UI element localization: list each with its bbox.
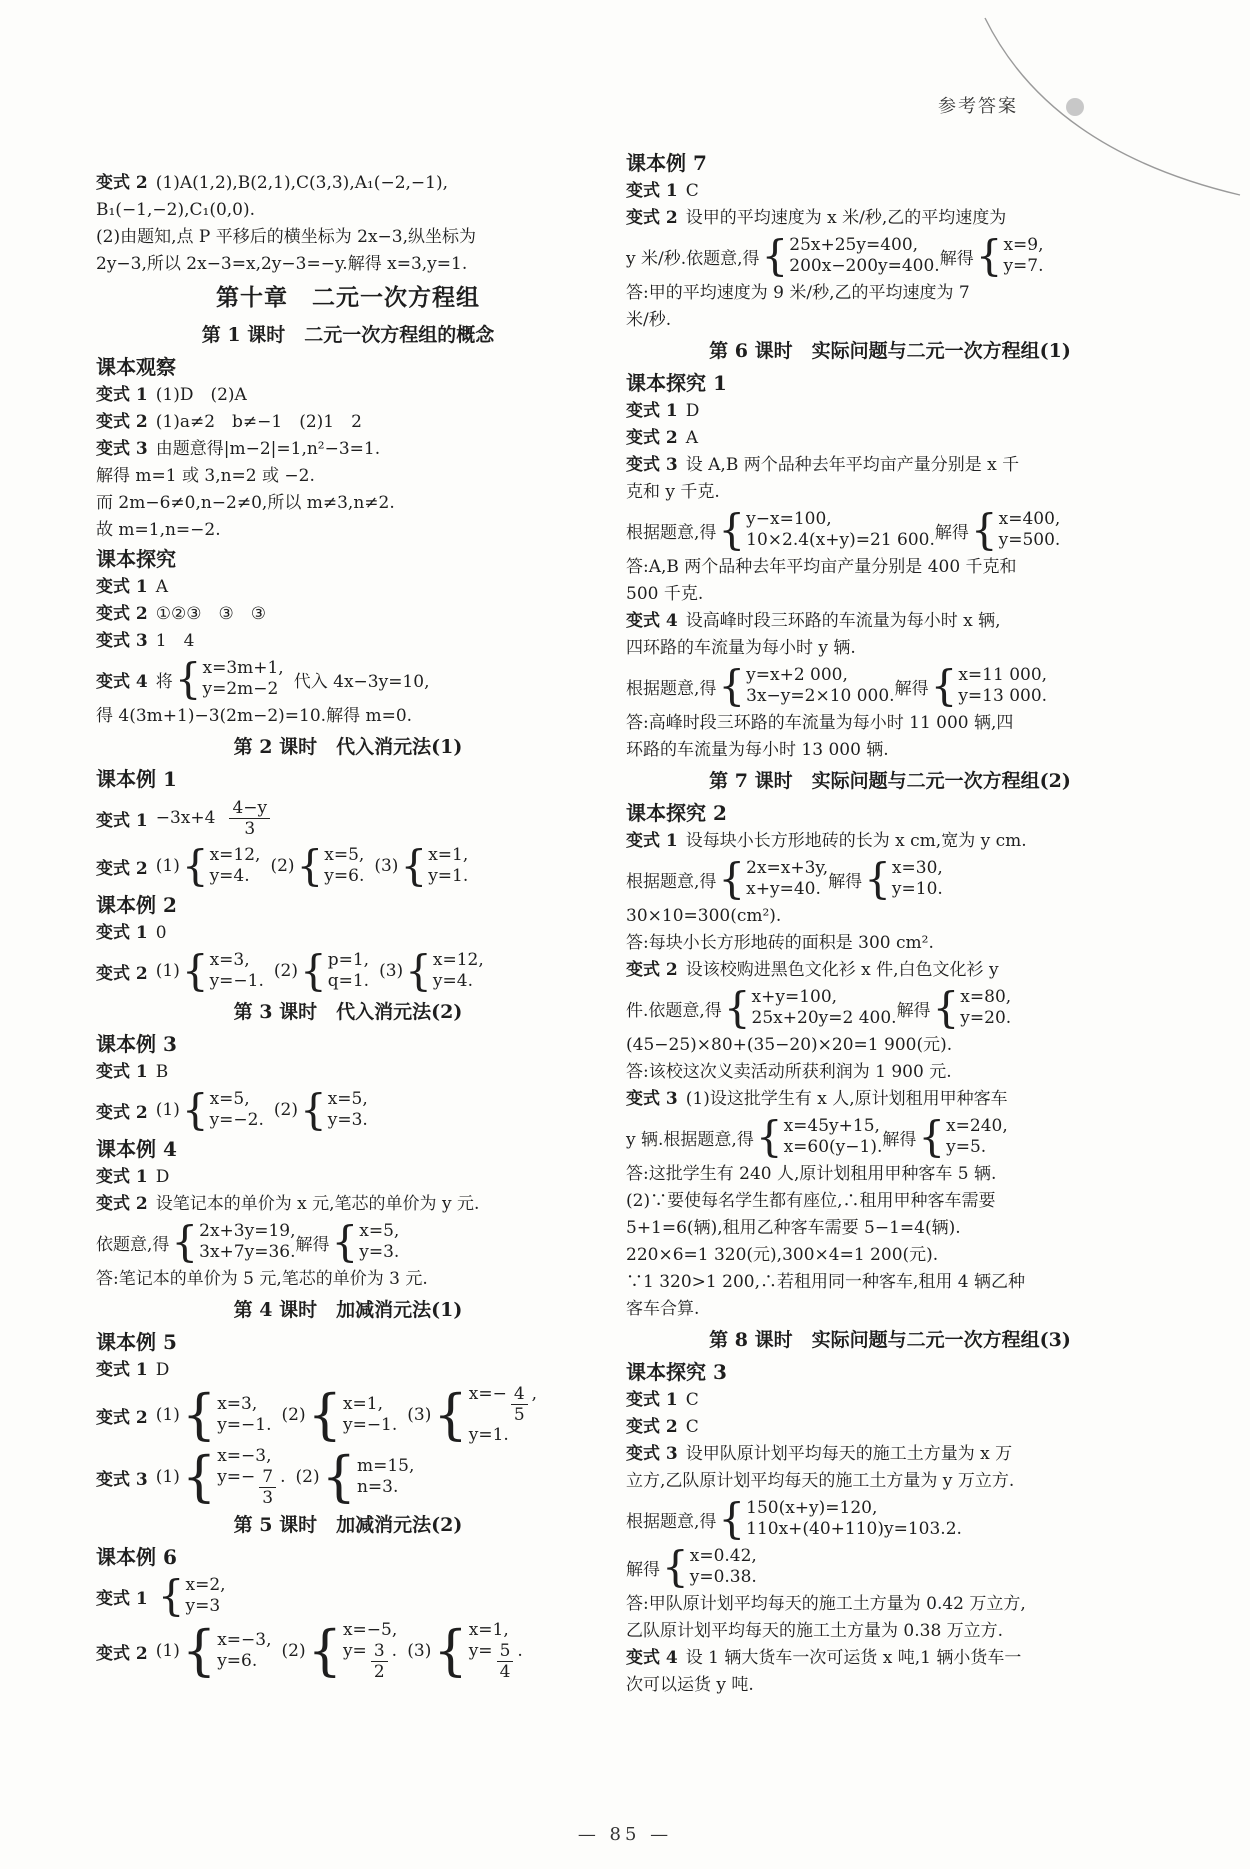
equation-system: x=5, y=3.	[327, 1089, 368, 1130]
fraction: $\frac{4}{5}$	[511, 1384, 528, 1425]
text-line	[626, 1672, 1154, 1699]
text: C	[685, 1390, 699, 1410]
text-line	[626, 1468, 1154, 1495]
equation-system: m=15, n=3.	[356, 1456, 415, 1497]
variant-label: 变式 2	[96, 963, 148, 984]
variant-label: 变式 2	[96, 604, 148, 624]
text-line: 220×6=1 320(元),300×4=1 200(元).	[626, 1245, 939, 1265]
lesson-title: 第 7 课时 实际问题与二元一次方程组(2)	[709, 770, 1071, 792]
equation-system: 150(x+y)=120, 110x+(40+110)y=103.2.	[746, 1498, 962, 1539]
variant-row	[626, 178, 1154, 205]
text-line	[96, 490, 600, 517]
variant-row	[96, 436, 600, 463]
text: C	[685, 1417, 699, 1437]
variant-label: 变式 2	[96, 1407, 148, 1428]
variant-label: 变式 2	[626, 208, 678, 228]
variant-label: 变式 1	[96, 1360, 148, 1380]
variant-label: 变式 3	[96, 439, 148, 459]
equation-system: 2x=x+3y, x+y=40.	[746, 858, 829, 899]
equation: x=3m+1,	[202, 658, 284, 678]
answer-line: 答:A,B 两个品种去年平均亩产量分别是 400 千克和	[626, 557, 1017, 577]
answer-line: 米/秒.	[626, 310, 672, 330]
variant-row	[96, 1059, 600, 1086]
text-block	[626, 608, 1154, 662]
lesson-title: 第 5 课时 加减消元法(2)	[233, 1514, 463, 1536]
answer-line: 500 千克.	[626, 584, 704, 604]
text-block	[626, 1387, 1154, 1495]
variant-label: 变式 2	[96, 1194, 148, 1214]
text: (1)D (2)A	[155, 385, 247, 405]
answer-line: 环路的车流量为每小时 13 000 辆.	[626, 740, 889, 760]
answer: D	[155, 1360, 170, 1380]
equation-system: x=1, y=−1.	[342, 1394, 398, 1435]
equation-system	[202, 658, 283, 700]
text-line: 答:甲队原计划平均每天的施工土方量为 0.42 万立方,	[626, 1594, 1026, 1614]
variant-label: 变式 1	[626, 831, 678, 851]
equation-system: x=1, y=1.	[428, 845, 469, 886]
variant-row	[626, 398, 1154, 425]
fraction: $\frac{3}{2}$	[371, 1641, 388, 1682]
equation-system: y−x=100, 10×2.4(x+y)=21 600.	[746, 509, 935, 550]
fraction: $\frac{5}{4}$	[497, 1641, 514, 1682]
equation-system: x=5, y=−2.	[209, 1089, 264, 1130]
text-line: (45−25)×80+(35−20)×20=1 900(元).	[626, 1035, 953, 1055]
variant-label: 变式 4	[96, 671, 148, 692]
equation-row: 根据题意,得 { 150(x+y)=120, 110x+(40+110)y=103.2.	[626, 1494, 962, 1543]
equation-row: 根据题意,得 { y=x+2 000, 3x−y=2×10 000. 解得 { x=11 000, y=13 000.	[626, 661, 1048, 710]
text: 克和 y 千克.	[626, 482, 720, 502]
variant-row	[96, 655, 600, 703]
header-label: 参考答案	[938, 96, 1018, 117]
answer-line: 答:高峰时段三环路的车流量为每小时 11 000 辆,四	[626, 713, 1014, 733]
answer-line: 答:该校这次义卖活动所获利润为 1 900 元.	[626, 1062, 952, 1082]
section-heading: 课本例 1	[96, 767, 177, 791]
text-line: 30×10=300(cm²).	[626, 906, 782, 926]
text-line: 5+1=6(辆),租用乙种客车需要 5−1=4(辆).	[626, 1218, 961, 1238]
variant-row	[96, 382, 600, 409]
variant-row	[626, 1645, 1154, 1672]
text-block	[96, 170, 600, 278]
variant-row	[96, 1357, 600, 1384]
variant-label: 变式 4	[626, 611, 678, 631]
text: 由题意得|m−2|=1,n²−3=1.	[155, 439, 381, 459]
variant-label: 变式 3	[626, 455, 678, 475]
text: A	[685, 428, 699, 448]
variant-label: 变式 2	[96, 1643, 148, 1664]
variant-row	[96, 628, 600, 655]
answer-line: 答:每块小长方形地砖的面积是 300 cm².	[626, 933, 934, 953]
variant-row	[96, 409, 600, 436]
text: 次可以运货 y 吨.	[626, 1675, 754, 1695]
text-block	[626, 398, 1154, 506]
variant-row	[96, 601, 600, 628]
variant-label: 变式 1	[626, 181, 678, 201]
variant-label: 变式 3	[96, 1469, 148, 1490]
section-heading: 课本例 2	[96, 893, 177, 917]
section-heading: 课本探究 1	[626, 371, 727, 395]
lesson-title: 第 6 课时 实际问题与二元一次方程组(1)	[709, 340, 1071, 362]
variant-row	[626, 1441, 1154, 1468]
text: 1 4	[155, 631, 195, 651]
equation-system: x=12, y=4.	[432, 950, 484, 991]
variant-label: 变式 1	[96, 385, 148, 405]
variant-label: 变式 1	[96, 923, 148, 943]
variant-label: 变式 1	[96, 577, 148, 597]
variant-label: 变式 1	[96, 1062, 148, 1082]
text: 2y−3,所以 2x−3=x,2y−3=−y.解得 x=3,y=1.	[96, 254, 468, 274]
solution-system: x=30, y=10.	[891, 858, 943, 899]
variant-row: 变式 2 (1) { x=12, y=4. (2) { x=5, y=6. (3) { x=1, y=1.	[96, 841, 469, 890]
equation-row: 根据题意,得 { y−x=100, 10×2.4(x+y)=21 600. 解得 { x=400, y=500.	[626, 505, 1061, 554]
equation-system: x=1, y= $\frac{5}{4}$ .	[468, 1620, 523, 1682]
equation-system: 25x+25y=400, 200x−200y=400.	[789, 235, 940, 276]
solution-system: x=5, y=3.	[359, 1221, 400, 1262]
left-column	[96, 170, 600, 1682]
text: (1)设这批学生有 x 人,原计划租用甲种客车	[685, 1089, 1008, 1109]
text-line	[96, 251, 600, 278]
text-line: 客车合算.	[626, 1299, 700, 1319]
equation-system: x=3, y=−1.	[217, 1394, 272, 1435]
solution-system: x=9, y=7.	[1003, 235, 1044, 276]
variant-row	[626, 608, 1154, 635]
text-block	[626, 1161, 1154, 1323]
text: 代入 4x−3y=10,	[293, 671, 430, 692]
variant-row	[96, 920, 600, 947]
variant-label: 变式 2	[96, 173, 148, 193]
variant-row	[626, 452, 1154, 479]
answer: 0	[155, 923, 167, 943]
chapter-title: 第十章 二元一次方程组	[216, 284, 480, 311]
variant-row	[626, 205, 1154, 232]
variant-label: 变式 1	[96, 1167, 148, 1187]
text: D	[685, 401, 700, 421]
section-heading: 课本探究	[96, 547, 176, 571]
equation-row: y 米/秒.依题意,得 { 25x+25y=400, 200x−200y=400. 解得 { x=9, y=7.	[626, 231, 1044, 280]
variant-row	[626, 957, 1154, 984]
variant-label: 变式 4	[626, 1648, 678, 1668]
solution-system: x=80, y=20.	[960, 987, 1012, 1028]
variant-row	[96, 1191, 600, 1218]
text-block	[96, 382, 600, 544]
text-line: (2)∵要使每名学生都有座位,∴租用甲种客车需要	[626, 1191, 996, 1211]
equation-row: y 辆.根据题意,得 { x=45y+15, x=60(y−1). 解得 { x=240, y=5.	[626, 1112, 1008, 1161]
equation-system: x=−5, y= $\frac{3}{2}$ .	[342, 1620, 398, 1682]
text-line	[96, 463, 600, 490]
text-block	[626, 1645, 1154, 1699]
text: (1)A(1,2),B(2,1),C(3,3),A₁(−2,−1),	[155, 173, 449, 193]
text: 设高峰时段三环路的车流量为每小时 x 辆,	[685, 611, 1001, 631]
text-line: 答:这批学生有 240 人,原计划租用甲种客车 5 辆.	[626, 1164, 997, 1184]
variant-row	[626, 1414, 1154, 1441]
text-block	[626, 1591, 1154, 1645]
solution-system: x=0.42, y=0.38.	[689, 1546, 757, 1587]
equation-system: p=1, q=1.	[327, 950, 370, 991]
text-line	[96, 224, 600, 251]
text: B₁(−1,−2),C₁(0,0).	[96, 200, 256, 220]
fraction: $\frac{7}{3}$	[259, 1467, 276, 1508]
text: 设该校购进黑色文化衫 x 件,白色文化衫 y	[685, 960, 999, 980]
lesson-title: 第 2 课时 代入消元法(1)	[233, 736, 463, 758]
equation-row: 依题意,得 { 2x+3y=19, 3x+7y=36. 解得 { x=5, y=3.	[96, 1217, 400, 1266]
solution-system: x=400, y=500.	[998, 509, 1061, 550]
variant-row: 变式 2 (1) { x=−3, y=6. (2) { x=−5, y= $\frac{3}{2}$ . (3) { x=1, y= $\frac{5}{4}$ .	[96, 1619, 523, 1682]
text: 设甲的平均速度为 x 米/秒,乙的平均速度为	[685, 208, 1007, 228]
text: ①②③ ③ ③	[155, 604, 266, 624]
text: 设笔记本的单价为 x 元,笔芯的单价为 y 元.	[155, 1194, 480, 1214]
brace: {	[174, 654, 202, 703]
answer: −3x+4	[155, 808, 216, 828]
section-heading: 课本例 7	[626, 151, 707, 175]
variant-row	[626, 425, 1154, 452]
variant-row: 变式 2 (1) { x=5, y=−2. (2) { x=5, y=3.	[96, 1085, 368, 1134]
text: (1)a≠2 b≠−1 (2)1 2	[155, 412, 362, 432]
variant-row	[96, 574, 600, 601]
text-line: 得 4(3m+1)−3(2m−2)=10.解得 m=0.	[96, 706, 413, 726]
equation-system: x=45y+15, x=60(y−1).	[783, 1116, 883, 1157]
variant-row	[626, 1086, 1154, 1113]
lesson-title: 第 1 课时 二元一次方程组的概念	[201, 324, 495, 346]
section-heading: 课本例 3	[96, 1032, 177, 1056]
text-line: ∵1 320>1 200,∴若租用同一种客车,租用 4 辆乙种	[626, 1272, 1026, 1292]
text-line	[626, 479, 1154, 506]
equation-row: 件.依题意,得 { x+y=100, 25x+20y=2 400. 解得 { x=80, y=20.	[626, 983, 1012, 1032]
equation-system: x=5, y=6.	[324, 845, 365, 886]
variant-label: 变式 1	[96, 810, 148, 831]
variant-label: 变式 3	[626, 1444, 678, 1464]
variant-label: 变式 2	[96, 1102, 148, 1123]
text: 设 A,B 两个品种去年平均亩产量分别是 x 千	[685, 455, 1020, 475]
equation-system: y=x+2 000, 3x−y=2×10 000.	[746, 665, 895, 706]
page-number: — 85 —	[577, 1824, 673, 1845]
variant-row	[96, 1164, 600, 1191]
text: 而 2m−6≠0,n−2≠0,所以 m≠3,n≠2.	[96, 493, 395, 513]
answer: C	[685, 181, 699, 201]
text-line	[626, 635, 1154, 662]
lesson-title: 第 4 课时 加减消元法(1)	[233, 1299, 463, 1321]
text: 解得 m=1 或 3,n=2 或 −2.	[96, 466, 315, 486]
answer-line: 答:甲的平均速度为 9 米/秒,乙的平均速度为 7	[626, 283, 970, 303]
equation-system: x=2, y=3	[185, 1575, 226, 1616]
variant-row	[96, 794, 600, 842]
variant-row: 变式 2 (1) { x=3, y=−1. (2) { p=1, q=1. (3) { x=12, y=4.	[96, 946, 484, 995]
variant-label: 变式 2	[626, 960, 678, 980]
equation-row: 解得 { x=0.42, y=0.38.	[626, 1542, 757, 1591]
answer-line: 答:笔记本的单价为 5 元,笔芯的单价为 3 元.	[96, 1269, 428, 1289]
text: 设每块小长方形地砖的长为 x cm,宽为 y cm.	[685, 831, 1027, 851]
text: 四环路的车流量为每小时 y 辆.	[626, 638, 856, 658]
lesson-title: 第 8 课时 实际问题与二元一次方程组(3)	[709, 1329, 1071, 1351]
variant-row: 变式 3 (1) { x=−3, y=− $\frac{7}{3}$ . (2) { m=15, n=3.	[96, 1445, 415, 1508]
section-heading: 课本例 6	[96, 1545, 177, 1569]
section-heading: 课本例 5	[96, 1330, 177, 1354]
equation-system: x=− $\frac{4}{5}$ , y=1.	[468, 1384, 538, 1445]
variant-label: 变式 2	[96, 412, 148, 432]
variant-label: 变式 1	[96, 1588, 148, 1609]
variant-label: 变式 1	[626, 1390, 678, 1410]
text: 设甲队原计划平均每天的施工土方量为 x 万	[685, 1444, 1013, 1464]
numerator: 4−y	[229, 798, 270, 819]
section-heading: 课本探究 2	[626, 801, 727, 825]
text-block	[96, 574, 600, 655]
variant-label: 变式 3	[626, 1089, 678, 1109]
variant-label: 变式 2	[96, 858, 148, 879]
answer: B	[155, 1062, 169, 1082]
answer: D	[155, 1167, 170, 1187]
equation: y=2m−2	[202, 679, 279, 699]
denominator: 3	[244, 818, 256, 839]
lesson-title: 第 3 课时 代入消元法(2)	[233, 1001, 463, 1023]
solution-system: x=240, y=5.	[946, 1116, 1008, 1157]
variant-label: 变式 2	[626, 428, 678, 448]
variant-label: 变式 2	[626, 1417, 678, 1437]
equation-system: 2x+3y=19, 3x+7y=36.	[199, 1221, 296, 1262]
section-heading: 课本观察	[96, 355, 176, 379]
variant-label: 变式 3	[96, 631, 148, 651]
section-heading: 课本例 4	[96, 1137, 177, 1161]
equation-system: x=−3, y=6.	[217, 1630, 272, 1671]
section-heading: 课本探究 3	[626, 1360, 727, 1384]
variant-row	[96, 170, 600, 197]
fraction	[229, 798, 270, 839]
variant-row: 变式 1 { x=2, y=3	[96, 1571, 226, 1620]
text: 立方,乙队原计划平均每天的施工土方量为 y 万立方.	[626, 1471, 1015, 1491]
equation-system: x=12, y=4.	[209, 845, 261, 886]
equation-system: x+y=100, 25x+20y=2 400.	[751, 987, 897, 1028]
text-line	[96, 197, 600, 224]
variant-row: 变式 2 (1) { x=3, y=−1. (2) { x=1, y=−1. (3) { x=− $\frac{4}{5}$ , y=1.	[96, 1383, 538, 1446]
equation-system: x=−3, y=− $\frac{7}{3}$ .	[217, 1446, 286, 1508]
variant-label: 变式 1	[626, 401, 678, 421]
solution-system: x=11 000, y=13 000.	[958, 665, 1048, 706]
text: 设 1 辆大货车一次可运货 x 吨,1 辆小货车一	[685, 1648, 1022, 1668]
text-line: 乙队原计划平均每天的施工土方量为 0.38 万立方.	[626, 1621, 1004, 1641]
text: 将	[155, 671, 173, 692]
variant-row	[626, 828, 1154, 855]
equation-row: 根据题意,得 { 2x=x+3y, x+y=40. 解得 { x=30, y=10.	[626, 854, 943, 903]
text: (2)由题知,点 P 平移后的横坐标为 2x−3,纵坐标为	[96, 227, 477, 247]
equation-system: x=3, y=−1.	[209, 950, 264, 991]
text-line	[96, 517, 600, 544]
right-column	[626, 151, 1154, 1699]
variant-row	[626, 1387, 1154, 1414]
text: A	[155, 577, 169, 597]
text: 故 m=1,n=−2.	[96, 520, 221, 540]
